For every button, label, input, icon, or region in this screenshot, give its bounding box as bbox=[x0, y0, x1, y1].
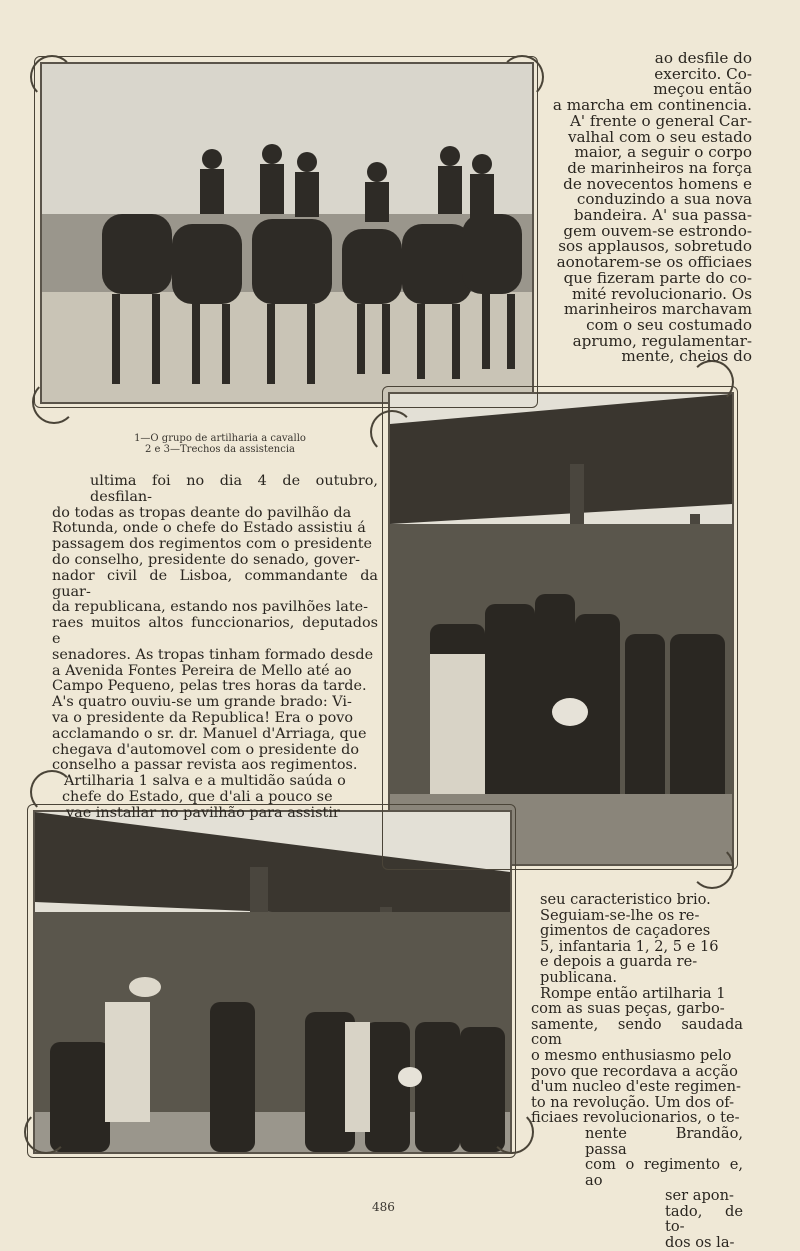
ornament-scroll bbox=[690, 845, 734, 889]
text-line: Rompe então artilharia 1 bbox=[540, 984, 726, 1002]
text-line: nador civil de Lisboa, commandante da guar- bbox=[52, 567, 378, 600]
text-line: Artilharia 1 salva e a multidão saúda o bbox=[64, 773, 346, 790]
text-line: sos applausos, sobretudo bbox=[558, 237, 752, 256]
text-line: raes muitos altos funccionarios, deputados e bbox=[52, 615, 378, 647]
text-line: do todas as tropas deante do pavilhão da bbox=[52, 504, 352, 521]
text-line: ultima foi no dia 4 de outubro, desfilan- bbox=[90, 473, 378, 505]
text-line: com as suas peças, garbo- bbox=[531, 1000, 725, 1018]
text-line: senadores. As tropas tinham formado desde bbox=[52, 646, 374, 663]
photo-caption bbox=[100, 433, 340, 455]
text-line: ao desfile do bbox=[654, 49, 752, 67]
text-line: Rotunda, onde o chefe do Estado assistiu á bbox=[52, 520, 366, 537]
text-line: a marcha em continencia. bbox=[552, 96, 752, 115]
text-line: nente Brandão, passa bbox=[585, 1124, 743, 1158]
text-line: marinheiros marchavam bbox=[563, 300, 752, 319]
ornament-scroll bbox=[500, 55, 544, 99]
text-line: to na revolução. Um dos of- bbox=[531, 1093, 735, 1111]
text-line: a Avenida Fontes Pereira de Mello até ao bbox=[52, 662, 352, 679]
text-column-top-right bbox=[540, 51, 752, 365]
text-column-left bbox=[52, 474, 378, 822]
text-line: A's quatro ouviu-se um grande brado: Vi- bbox=[52, 694, 352, 711]
text-line: gem ouvem-se estrondo- bbox=[563, 221, 752, 240]
text-line: o mesmo enthusiasmo pelo bbox=[531, 1046, 732, 1064]
text-line: dos os la- bbox=[665, 1234, 735, 1251]
text-line: mente, cheios do bbox=[621, 347, 752, 366]
text-line: conduzindo a sua nova bbox=[576, 190, 752, 209]
text-line: va o presidente da Republica! Era o povo bbox=[52, 709, 354, 726]
text-line: e depois a guarda re- bbox=[540, 953, 698, 971]
text-line: de marinheiros na força bbox=[567, 158, 752, 177]
text-line: meçou então bbox=[653, 80, 752, 99]
text-line: vae installar no pavilhão para assistir bbox=[66, 804, 340, 821]
text-line: ficiaes revolucionarios, o te- bbox=[531, 1109, 740, 1127]
text-line: ser apon- bbox=[665, 1187, 734, 1205]
caption-line: 1—O grupo de artilharia a cavallo bbox=[134, 433, 306, 444]
text-line: do conselho, presidente do senado, gover- bbox=[52, 551, 360, 568]
text-line: valhal com o seu estado bbox=[567, 127, 752, 146]
text-line: gimentos de caçadores bbox=[540, 922, 711, 940]
text-line: Campo Pequeno, pelas tres horas da tarde. bbox=[52, 678, 367, 695]
ornament-scroll bbox=[24, 1110, 68, 1154]
text-line: que fizeram parte do co- bbox=[563, 268, 752, 287]
text-line: chegava d'automovel com o presidente do bbox=[52, 741, 360, 758]
ornament-scroll bbox=[32, 380, 76, 424]
text-line: samente, sendo saudada com bbox=[531, 1015, 743, 1049]
text-line: povo que recordava a acção bbox=[531, 1062, 738, 1080]
ornament-scroll bbox=[370, 410, 414, 454]
text-line: Seguiam-se-lhe os re- bbox=[540, 906, 700, 924]
text-line: de novecentos homens e bbox=[563, 174, 752, 193]
frame-photo-1 bbox=[34, 56, 538, 408]
text-line: aonotarem-se os officiaes bbox=[556, 253, 752, 272]
text-line: mité revolucionario. Os bbox=[571, 284, 752, 303]
text-line: maior, a seguir o corpo bbox=[574, 143, 752, 162]
text-line: acclamando o sr. dr. Manuel d'Arriaga, que bbox=[52, 725, 367, 742]
text-line: publicana. bbox=[540, 968, 618, 986]
frame-photo-2 bbox=[382, 386, 738, 870]
text-line: exercito. Co- bbox=[654, 64, 752, 83]
text-line: d'um nucleo d'este regimen- bbox=[531, 1078, 741, 1096]
text-line: A' frente o general Car- bbox=[569, 111, 752, 130]
text-column-bottom-right bbox=[525, 892, 743, 1251]
text-line: com o regimento e, ao bbox=[585, 1156, 743, 1189]
text-line: chefe do Estado, que d'ali a pouco se bbox=[62, 788, 333, 805]
text-line: 5, infantaria 1, 2, 5 e 16 bbox=[540, 937, 719, 955]
text-line: seu caracteristico brio. bbox=[540, 891, 711, 908]
ornament-scroll bbox=[30, 55, 74, 99]
text-line: com o seu costumado bbox=[586, 315, 752, 334]
text-line: aprumo, regulamentar- bbox=[572, 331, 752, 350]
text-line: passagem dos regimentos com o presidente bbox=[52, 536, 373, 553]
frame-photo-3 bbox=[27, 804, 516, 1158]
text-line: bandeira. A' sua passa- bbox=[573, 206, 752, 225]
ornament-scroll bbox=[690, 360, 734, 404]
page-number: 486 bbox=[372, 1200, 395, 1214]
text-line: tado, de to- bbox=[665, 1202, 743, 1236]
text-line: da republicana, estando nos pavilhões late- bbox=[52, 599, 369, 616]
text-line: conselho a passar revista aos regimentos. bbox=[52, 757, 358, 774]
caption-line: 2 e 3—Trechos da assistencia bbox=[145, 444, 295, 455]
